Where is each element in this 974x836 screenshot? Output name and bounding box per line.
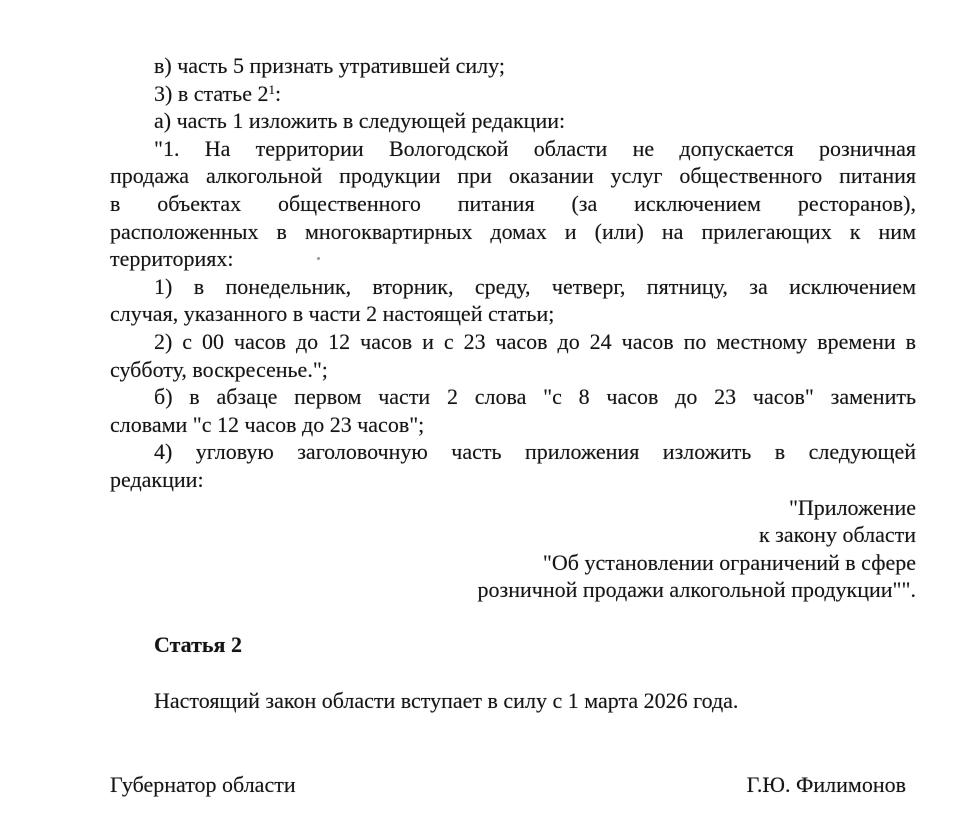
amendment-line-3-colon: : bbox=[274, 80, 282, 106]
part1-line: в объектах общественного питания (за исключением ресторанов), bbox=[110, 190, 916, 216]
document-body bbox=[110, 52, 916, 799]
amendment-line-4: редакции: bbox=[110, 466, 204, 492]
signature-row bbox=[110, 771, 916, 799]
amendment-line-a: а) часть 1 изложить в следующей редакции: bbox=[154, 108, 566, 134]
appendix-line: розничной продажи алкогольной продукции"". bbox=[477, 577, 916, 603]
part1-line: продажа алкогольной продукции при оказании услуг общественного питания bbox=[110, 163, 916, 189]
amendment-line-b: словами "с 12 часов до 23 часов"; bbox=[110, 411, 425, 437]
scan-speck-artifact bbox=[317, 257, 320, 260]
amendment-line-b: б) в абзаце первом части 2 слова "с 8 часов до 23 часов" заменить bbox=[154, 384, 916, 410]
article2-heading: Статья 2 bbox=[154, 632, 242, 658]
part1-line: территориях: bbox=[110, 246, 234, 272]
amendment-line-3 bbox=[110, 80, 916, 108]
appendix-line: "Приложение bbox=[788, 494, 916, 520]
item1-line: 1) в понедельник, вторник, среду, четверг, пятницу, за исключением bbox=[154, 273, 916, 299]
article2-text: Настоящий закон области вступает в силу с 1 марта 2026 года. bbox=[154, 687, 739, 713]
amendment-line-3-text: 3) в статье 2 bbox=[154, 80, 269, 106]
amendment-line-v: в) часть 5 признать утратившей силу; bbox=[154, 53, 505, 78]
appendix-line: к закону области bbox=[758, 522, 916, 548]
item2-line: субботу, воскресенье."; bbox=[110, 356, 328, 382]
item2-line: 2) с 00 часов до 12 часов и с 23 часов до 24 часов по местному времени в bbox=[154, 328, 916, 354]
part1-line: расположенных в многоквартирных домах и (или) на прилегающих к ним bbox=[110, 218, 916, 244]
article-number-superscript: 1 bbox=[268, 81, 275, 97]
item1-line: случая, указанного в части 2 настоящей статьи; bbox=[110, 301, 555, 327]
appendix-line: "Об установлении ограничений в сфере bbox=[542, 549, 916, 575]
signature-name: Г.Ю. Филимонов bbox=[746, 772, 906, 798]
signature-title: Губернатор области bbox=[110, 772, 296, 798]
amendment-line-4: 4) угловую заголовочную часть приложения изложить в следующей bbox=[154, 439, 916, 465]
part1-line: "1. На территории Вологодской области не допускается розничная bbox=[154, 135, 916, 161]
